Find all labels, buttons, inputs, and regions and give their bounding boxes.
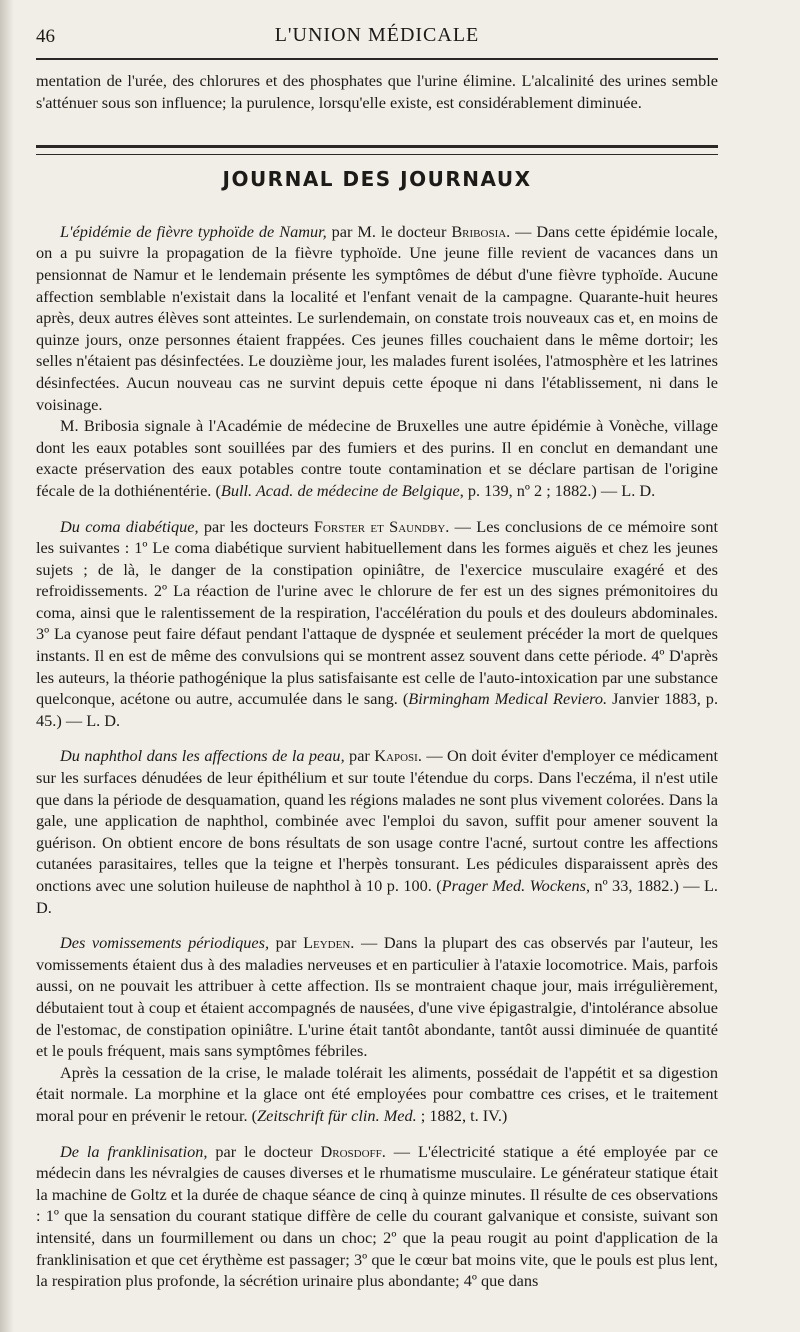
article-source: Birmingham Medical Reviero. xyxy=(408,689,608,709)
article-title: Du coma diabétique, xyxy=(60,516,199,536)
article-title: Du naphthol dans les affections de la peau, xyxy=(60,746,345,766)
article-source: Bull. Acad. de médecine de Belgique xyxy=(220,480,460,500)
article-author: Forster et Saundby. xyxy=(313,516,450,536)
article-reference: ; 1882, t. IV.) xyxy=(416,1105,508,1125)
section-rule xyxy=(36,145,718,155)
article-franklinisation xyxy=(36,1141,718,1292)
article-paragraph xyxy=(36,932,718,1062)
article-reference: , nº 33, 1882.) — L. D. xyxy=(36,876,718,917)
article-periodic-vomiting xyxy=(36,932,718,1126)
header-rule xyxy=(36,58,718,60)
article-by: par xyxy=(269,933,304,953)
article-source: Prager Med. Wockens xyxy=(441,876,586,895)
running-title: L'UNION MÉDICALE xyxy=(274,24,480,46)
article-body-continued: M. Bribosia signale à l'Académie de médecine de Bruxelles une autre épidémie à Vonèche, village dont les eaux potables sont souillées par des fumiers et des purins. Il en conclut en demandant une exacte préservation des eaux potables contre toute contamination et se déclare partisan de l'origine fécale de la dothiénentérie. ( xyxy=(36,416,718,500)
article-paragraph xyxy=(36,745,718,918)
article-typhoid-namur xyxy=(36,221,718,502)
article-reference: Janvier 1883, p. 45.) — L. D. xyxy=(36,689,719,730)
article-title: L'épidémie de fièvre typhoïde de Namur, xyxy=(60,221,327,241)
article-body: — Dans cette épidémie locale, on a pu suivre la propagation de la fièvre typhoïde. Une jeune fille revient de vacances dans un pensionnat de Namur et le lendemain présente les symptômes de début d'une fièvre typhoïde. Aucune affection semblable n'existait dans la localité et l'enfant venait de la campagne. Quarante-huit heures après, deux autres élèves sont atteintes. Le surlendemain, on constate trois nouveaux cas et, en moins de quinze jours, onze personnes étaient frappées. Ces jeunes filles couchaient dans le même dortoir; les selles n'étaient pas désinfectées. Le douzième jour, les malades furent isolées, l'atmosphère et les latrines désinfectées. Aucun nouveau cas ne survint depuis cette époque ni dans l'établissement, ni dans le voisinage. xyxy=(36,221,718,414)
article-paragraph xyxy=(36,516,718,732)
article-author: Leyden. xyxy=(303,933,355,953)
page-number: 46 xyxy=(36,26,55,47)
article-body: — Dans la plupart des cas observés par l'auteur, les vomissements étaient dus à des maladies nerveuses et en particulier à l'ataxie locomotrice. Mais, parfois aussi, on ne pouvait les attribuer à cette affection. Ils se montraient chaque jour, mais irrégulièrement, débutaient tout à coup et étaient accompagnés de nausées, d'une vive épigastralgie, d'intolérance absolue de l'estomac, de constipation opiniâtre. L'urine était tantôt abondante, tantôt aussi diminuée de quantité et le pouls fréquent, mais sans symptômes fébriles. xyxy=(36,933,719,1061)
page-header xyxy=(36,22,718,52)
article-source: Zeitschrift für clin. Med. xyxy=(257,1105,417,1125)
article-author: Bribosia. xyxy=(451,221,511,241)
section-title: JOURNAL DES JOURNAUX xyxy=(222,167,532,192)
article-reference: , p. 139, nº 2 ; 1882.) — L. D. xyxy=(459,480,656,500)
article-body: — On doit éviter d'employer ce médicament sur les surfaces dénudées de leur épithélium et sur toute l'étendue du corps. Dans l'eczéma, il n'est utile que dans la période de desquamation, quand les régions malades ne sont plus vivement colorées. Dans la gale, une application de naphthol, combinée avec l'emploi du savon, suffit pour amener souvent la guérison. On obtient encore de bons résultats de son usage contre l'acné, surtout contre les affections cutanées parasitaires, telles que la teigne et l'herpès tonsurant. Les pédicules disparaissent après des onctions avec une solution huileuse de naphthol à 10 p. 100. ( xyxy=(36,746,718,895)
article-by: par le docteur xyxy=(207,1141,321,1161)
article-title: Des vomissements périodiques, xyxy=(60,933,270,953)
page-content xyxy=(36,70,718,1306)
article-body: — L'électricité statique a été employée par ce médecin dans les névralgies de causes diverses et le rhumatisme musculaire. Le générateur statique était la machine de Goltz et la durée de chaque séance de cinq à quinze minutes. Il résulte de ces observations : 1º que la sensation du courant statique diffère de celle du courant galvanique et consiste, suivant son intensité, dans un fourmillement ou dans un choc; 2º que la peau rougit au point d'application de la franklinisation et que cet érythème est passager; 3º que le cœur bat moins vite, que le pouls est plus lent, la respiration plus profonde, la sécrétion urinaire plus abondante; 4º que dans xyxy=(36,1141,718,1291)
article-diabetic-coma xyxy=(36,516,718,732)
article-title: De la franklinisation, xyxy=(60,1141,208,1161)
page-edge-shadow xyxy=(0,0,14,1332)
article-paragraph xyxy=(36,1062,718,1127)
intro-paragraph: mentation de l'urée, des chlorures et des phosphates que l'urine élimine. L'alcalinité des urines semble s'atténuer sous son influence; la purulence, lorsqu'elle existe, est considérablement diminuée. xyxy=(36,71,718,112)
article-author: Drosdoff. xyxy=(320,1141,386,1161)
article-paragraph xyxy=(36,1141,718,1292)
article-author: Kaposi. xyxy=(374,746,422,766)
article-naphthol xyxy=(36,745,718,918)
article-body: — Les conclusions de ce mémoire sont les suivantes : 1º Le coma diabétique survient habituellement dans les formes aiguës et chez les jeunes sujets ; de là, le danger de la constipation opiniâtre, de l'exercice musculaire exagéré et des refroidissements. 2º La réaction de l'urine avec le chlorure de fer est un des signes prémonitoires du coma, ainsi que le ralentissement de la respiration, l'accélération du pouls et des douleurs abdominales. 3º La cyanose peut faire défaut pendant l'attaque de dyspnée et seulement précéder la mort de quelques instants. Il en est de même des convulsions qui se montrent assez souvent dans cette période. 4º D'après les auteurs, la théorie pathogénique la plus satisfaisante est celle de l'auto-intoxication par une substance quelconque, acétone ou autre, accumulée dans le sang. ( xyxy=(36,516,719,709)
article-paragraph xyxy=(36,415,718,501)
article-body-continued: Après la cessation de la crise, le malade tolérait les aliments, possédait de l'appétit et sa digestion était normale. La morphine et la glace ont été employées pour combattre ces crises, et le traitement moral pour en prévenir le retour. ( xyxy=(36,1062,718,1125)
article-by: par M. le docteur xyxy=(326,221,452,241)
article-paragraph xyxy=(36,221,718,415)
article-by: par xyxy=(344,746,375,766)
article-by: par les docteurs xyxy=(198,516,314,536)
